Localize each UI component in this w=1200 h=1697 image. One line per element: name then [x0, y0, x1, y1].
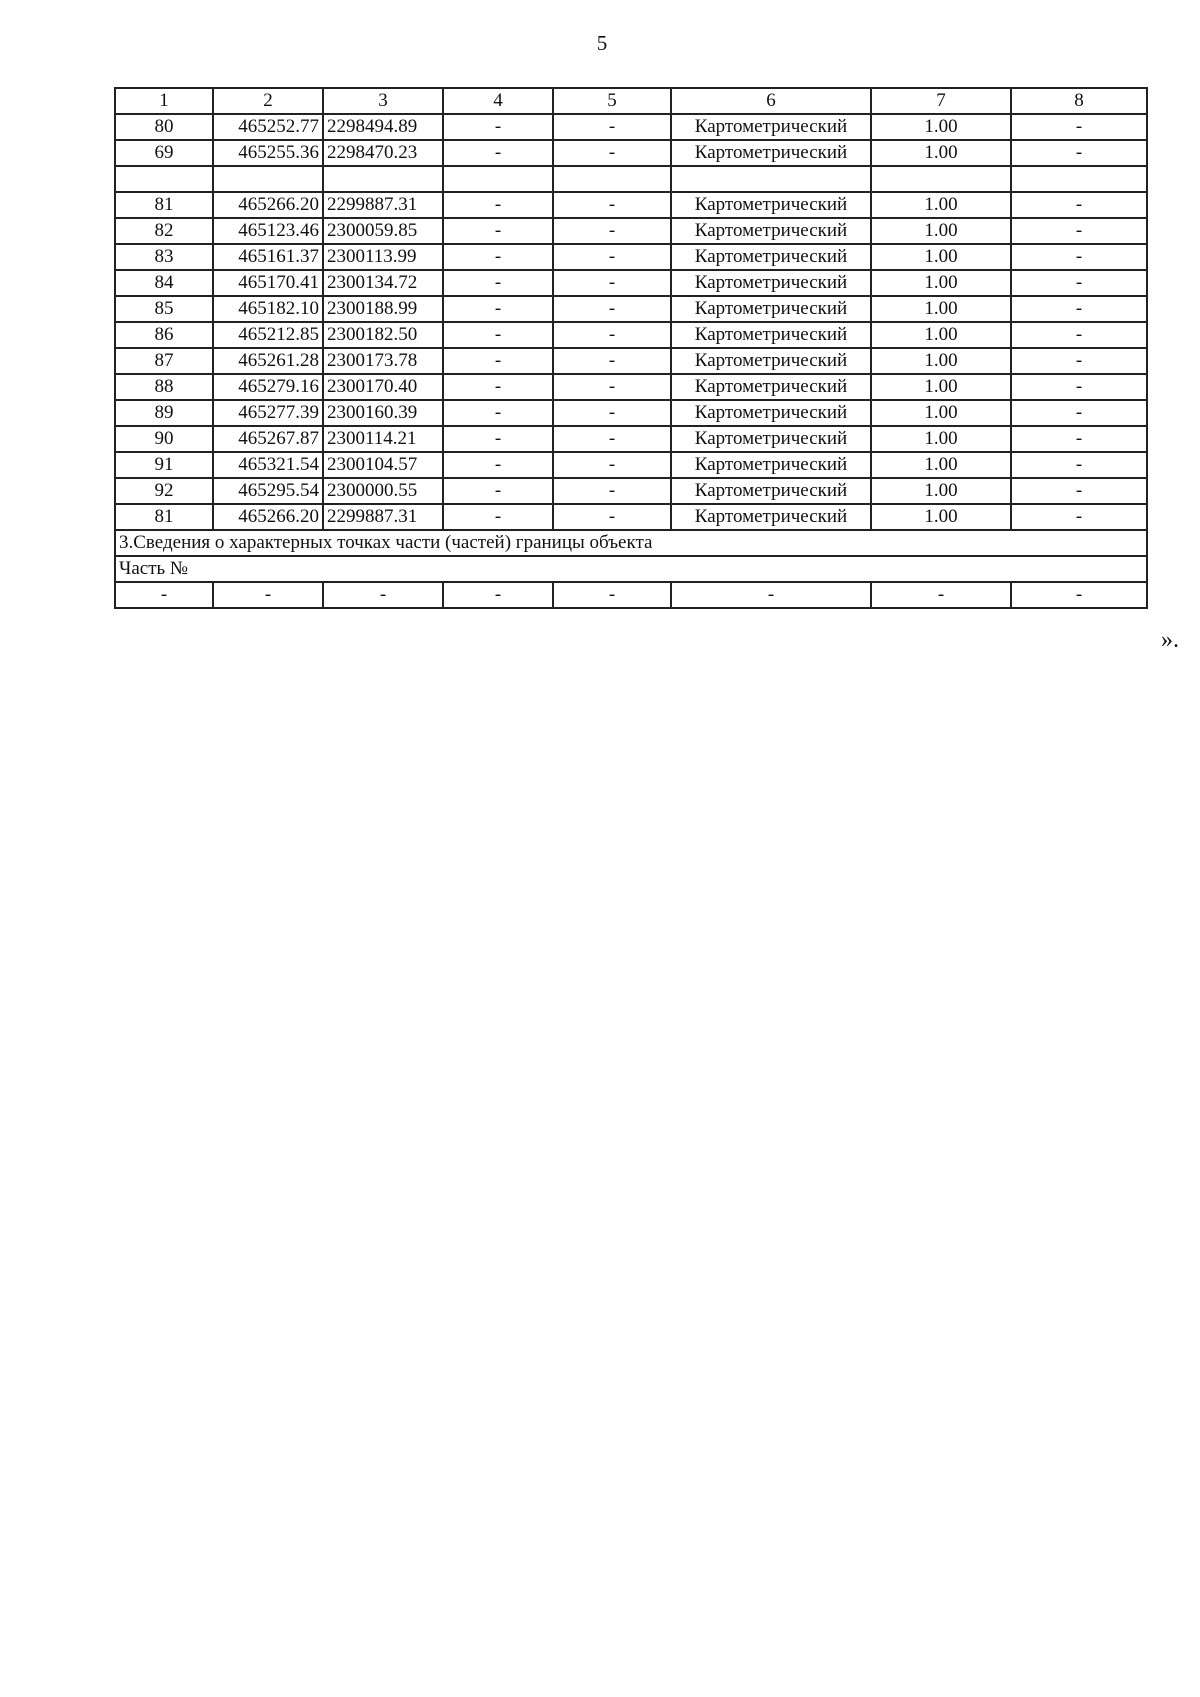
table-cell: -	[1011, 582, 1147, 608]
table-cell: -	[443, 244, 553, 270]
table-cell: Картометрический	[671, 270, 871, 296]
table-cell: -	[553, 192, 671, 218]
table-row	[115, 504, 1147, 530]
table-cell: -	[213, 582, 323, 608]
column-header: 2	[213, 88, 323, 114]
table-cell: 81	[115, 192, 213, 218]
coordinates-table	[114, 87, 1148, 609]
table-cell: 2298470.23	[323, 140, 443, 166]
table-cell	[871, 166, 1011, 192]
table-cell: 1.00	[871, 270, 1011, 296]
table-cell: -	[553, 348, 671, 374]
table-cell: 1.00	[871, 348, 1011, 374]
table-cell: 465267.87	[213, 426, 323, 452]
table-cell: 81	[115, 504, 213, 530]
table-cell: 1.00	[871, 114, 1011, 140]
header-row	[115, 88, 1147, 114]
table-cell: 2300000.55	[323, 478, 443, 504]
table-cell: 465295.54	[213, 478, 323, 504]
column-header: 7	[871, 88, 1011, 114]
table-cell: 2300170.40	[323, 374, 443, 400]
table-cell: 90	[115, 426, 213, 452]
table-cell: 2300059.85	[323, 218, 443, 244]
table-cell: -	[443, 218, 553, 244]
table-cell: -	[553, 322, 671, 348]
table-cell: 84	[115, 270, 213, 296]
table-cell: 2300104.57	[323, 452, 443, 478]
table-row	[115, 114, 1147, 140]
table-cell: 89	[115, 400, 213, 426]
table-cell: -	[553, 478, 671, 504]
table-cell: 1.00	[871, 322, 1011, 348]
table-cell: -	[443, 504, 553, 530]
table-cell: Картометрический	[671, 218, 871, 244]
table-cell: 2300188.99	[323, 296, 443, 322]
table-cell: 465182.10	[213, 296, 323, 322]
table-cell: -	[871, 582, 1011, 608]
table-cell: -	[1011, 478, 1147, 504]
table-cell: Картометрический	[671, 504, 871, 530]
column-header: 5	[553, 88, 671, 114]
table-cell: -	[443, 114, 553, 140]
table-cell: 1.00	[871, 140, 1011, 166]
table-cell: -	[1011, 218, 1147, 244]
table-cell: -	[1011, 426, 1147, 452]
table-row	[115, 192, 1147, 218]
column-header: 8	[1011, 88, 1147, 114]
table-cell: 465266.20	[213, 504, 323, 530]
table-row	[115, 140, 1147, 166]
table-cell: 465321.54	[213, 452, 323, 478]
table-cell: 2300182.50	[323, 322, 443, 348]
table-cell: -	[443, 296, 553, 322]
table-cell: -	[443, 426, 553, 452]
table-cell: 465170.41	[213, 270, 323, 296]
table-cell: -	[1011, 400, 1147, 426]
table-cell: -	[671, 582, 871, 608]
empty-part-row	[115, 582, 1147, 608]
table-row	[115, 374, 1147, 400]
table-cell: 2300134.72	[323, 270, 443, 296]
table-cell: -	[553, 114, 671, 140]
table-cell: 1.00	[871, 192, 1011, 218]
table-cell: 465212.85	[213, 322, 323, 348]
column-header: 6	[671, 88, 871, 114]
table-cell: 2299887.31	[323, 504, 443, 530]
table-body	[115, 88, 1147, 608]
table-cell: 1.00	[871, 478, 1011, 504]
table-cell: -	[1011, 192, 1147, 218]
table-cell: Картометрический	[671, 374, 871, 400]
table-cell: 88	[115, 374, 213, 400]
table-cell: -	[1011, 374, 1147, 400]
table-cell: 1.00	[871, 426, 1011, 452]
table-cell: 2300160.39	[323, 400, 443, 426]
table-cell: -	[553, 270, 671, 296]
section-title-row	[115, 530, 1147, 556]
table-cell	[671, 166, 871, 192]
part-label: Часть №	[115, 556, 1147, 582]
part-label-row	[115, 556, 1147, 582]
table-row	[115, 270, 1147, 296]
table-cell: 1.00	[871, 296, 1011, 322]
table-cell: -	[443, 322, 553, 348]
table-cell: 465279.16	[213, 374, 323, 400]
table-row	[115, 218, 1147, 244]
table-cell	[553, 166, 671, 192]
table-row	[115, 348, 1147, 374]
table-cell: -	[1011, 504, 1147, 530]
table-cell: 2300173.78	[323, 348, 443, 374]
column-header: 1	[115, 88, 213, 114]
table-row	[115, 478, 1147, 504]
table-cell: Картометрический	[671, 426, 871, 452]
table-cell: -	[443, 452, 553, 478]
table-cell: -	[553, 400, 671, 426]
table-cell: Картометрический	[671, 348, 871, 374]
column-header: 4	[443, 88, 553, 114]
table-cell: -	[553, 218, 671, 244]
page-number: 5	[596, 31, 608, 55]
table-cell: -	[443, 270, 553, 296]
table-cell: 69	[115, 140, 213, 166]
table-cell: -	[1011, 140, 1147, 166]
table-cell: -	[443, 400, 553, 426]
table-cell: -	[553, 452, 671, 478]
table-cell: -	[553, 426, 671, 452]
column-header: 3	[323, 88, 443, 114]
table-cell: 83	[115, 244, 213, 270]
table-cell: 1.00	[871, 374, 1011, 400]
table-cell: -	[1011, 270, 1147, 296]
table-cell	[115, 166, 213, 192]
table-cell: -	[1011, 322, 1147, 348]
table-cell: 1.00	[871, 452, 1011, 478]
table-cell: 465261.28	[213, 348, 323, 374]
table-cell	[323, 166, 443, 192]
table-cell: 80	[115, 114, 213, 140]
table-cell: Картометрический	[671, 140, 871, 166]
table-row	[115, 400, 1147, 426]
table-cell: -	[553, 140, 671, 166]
table-row	[115, 166, 1147, 192]
table-cell: Картометрический	[671, 400, 871, 426]
table-cell: 465161.37	[213, 244, 323, 270]
table-cell: -	[443, 140, 553, 166]
table-cell: -	[443, 582, 553, 608]
table-cell: 465123.46	[213, 218, 323, 244]
table-cell: 86	[115, 322, 213, 348]
table-row	[115, 244, 1147, 270]
table-cell: 87	[115, 348, 213, 374]
table-cell: 1.00	[871, 400, 1011, 426]
section-title: 3.Сведения о характерных точках части (частей) границы объекта	[115, 530, 1147, 556]
table-cell: -	[323, 582, 443, 608]
table-cell: -	[553, 582, 671, 608]
table-cell: 2298494.89	[323, 114, 443, 140]
table-cell: -	[443, 478, 553, 504]
table-cell: Картометрический	[671, 114, 871, 140]
table-cell: Картометрический	[671, 322, 871, 348]
table-cell: -	[443, 348, 553, 374]
table-cell: -	[443, 374, 553, 400]
table-cell: Картометрический	[671, 244, 871, 270]
table-cell: 465266.20	[213, 192, 323, 218]
table-cell: Картометрический	[671, 478, 871, 504]
table-cell: 85	[115, 296, 213, 322]
table-cell: 91	[115, 452, 213, 478]
table-cell: 92	[115, 478, 213, 504]
table-row	[115, 426, 1147, 452]
table-cell: -	[1011, 244, 1147, 270]
table-cell: -	[1011, 452, 1147, 478]
table-cell: -	[553, 296, 671, 322]
table-cell	[213, 166, 323, 192]
table-cell	[443, 166, 553, 192]
table-cell: Картометрический	[671, 296, 871, 322]
table-cell: -	[1011, 296, 1147, 322]
table-cell: -	[553, 504, 671, 530]
table-cell: 2299887.31	[323, 192, 443, 218]
table-cell: -	[443, 192, 553, 218]
table-cell: 82	[115, 218, 213, 244]
table-cell: -	[115, 582, 213, 608]
table-cell: 1.00	[871, 244, 1011, 270]
table-cell: 465252.77	[213, 114, 323, 140]
table-cell: -	[1011, 348, 1147, 374]
table-cell: Картометрический	[671, 452, 871, 478]
table-cell	[1011, 166, 1147, 192]
table-cell: Картометрический	[671, 192, 871, 218]
table-cell: -	[553, 374, 671, 400]
table-cell: -	[1011, 114, 1147, 140]
table-cell: 465255.36	[213, 140, 323, 166]
table-cell: 465277.39	[213, 400, 323, 426]
table-row	[115, 322, 1147, 348]
table-row	[115, 296, 1147, 322]
table-cell: -	[553, 244, 671, 270]
table-row	[115, 452, 1147, 478]
table-cell: 1.00	[871, 504, 1011, 530]
table-cell: 1.00	[871, 218, 1011, 244]
closing-quote: ».	[1161, 627, 1179, 653]
table-cell: 2300113.99	[323, 244, 443, 270]
table-cell: 2300114.21	[323, 426, 443, 452]
